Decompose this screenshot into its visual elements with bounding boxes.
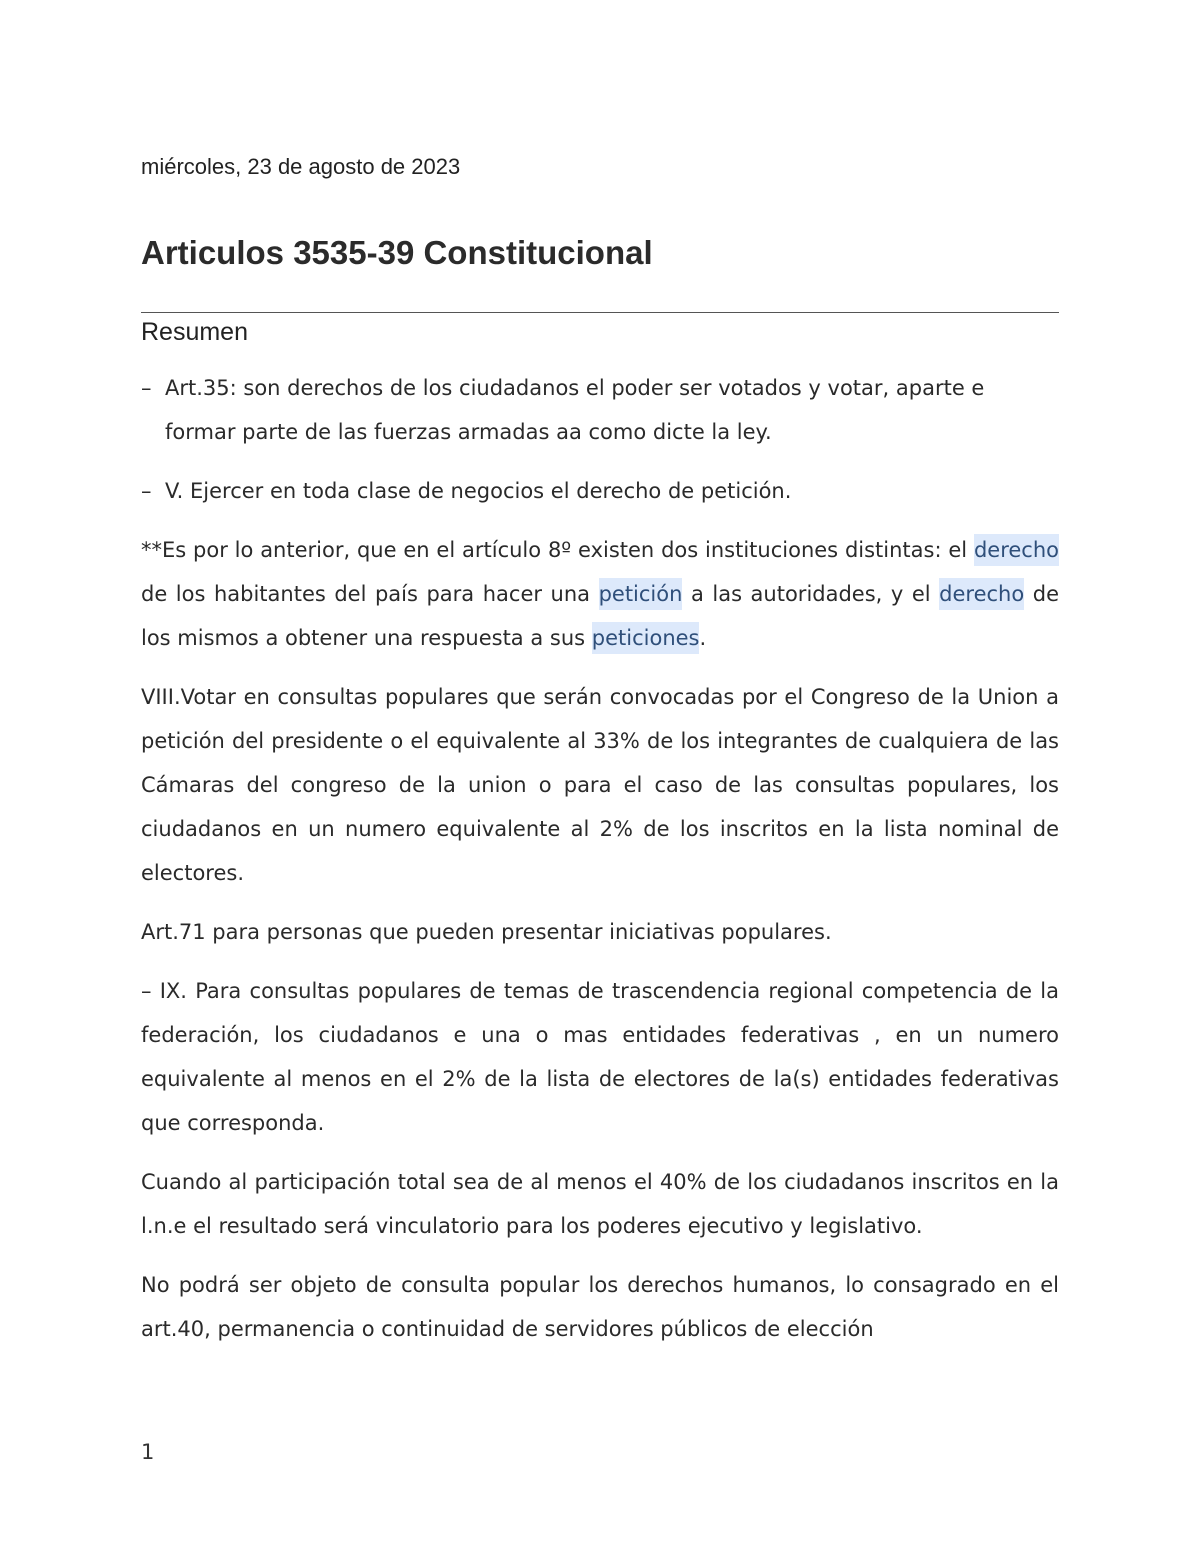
text-run: de los mismos a obtener una respuesta a sus: [141, 582, 1059, 650]
document-body: [141, 366, 1059, 1366]
highlighted-term: peticiones: [592, 622, 700, 654]
dash-marker: –: [141, 376, 152, 400]
list-item: [141, 469, 1059, 513]
list-item: [141, 366, 1059, 454]
paragraph: Cuando al participación total sea de al menos el 40% de los ciudadanos inscritos en la l.n.e el resultado será vinculatorio para los poderes ejecutivo y legislativo.: [141, 1170, 1059, 1238]
highlighted-term: petición: [599, 578, 683, 610]
title-divider: [141, 312, 1059, 313]
page-title: Articulos 3535-39 Constitucional: [141, 234, 653, 271]
document-date: miércoles, 23 de agosto de 2023: [141, 154, 461, 179]
paragraph: No podrá ser objeto de consulta popular los derechos humanos, lo consagrado en el art.40, permanencia o continuidad de servidores públicos de elección: [141, 1273, 1059, 1341]
paragraph: Art.71 para personas que pueden presentar iniciativas populares.: [141, 920, 832, 944]
text-run: .: [699, 626, 707, 650]
text-run: **Es por lo anterior, que en el artículo 8º existen dos instituciones distintas: el: [141, 538, 974, 562]
paragraph: – IX. Para consultas populares de temas de trascendencia regional competencia de la federación, los ciudadanos e una o mas entidades federativas , en un numero equivalente al menos en el 2% de la lista de electores de la(s) entidades federativas que corresponda.: [141, 979, 1059, 1135]
page-number: 1: [141, 1440, 155, 1464]
highlighted-term: derecho: [939, 578, 1024, 610]
list-item-text: Art.35: son derechos de los ciudadanos el poder ser votados y votar, aparte e formar parte de las fuerzas armadas aa como dicte la ley.: [165, 376, 985, 444]
text-run: a las autoridades, y el: [682, 582, 940, 606]
paragraph: VIII.Votar en consultas populares que serán convocadas por el Congreso de la Union a petición del presidente o el equivalente al 33% de los integrantes de cualquiera de las Cámaras del congreso de la union o para el caso de las consultas populares, los ciudadanos en un numero equivalente al 2% de los inscritos en la lista nominal de electores.: [141, 685, 1059, 885]
document-page: [141, 0, 1059, 1553]
highlighted-term: derecho: [974, 534, 1059, 566]
paragraph-peticion: [141, 528, 1059, 660]
section-heading-resumen: Resumen: [141, 318, 248, 346]
list-item-text: V. Ejercer en toda clase de negocios el derecho de petición.: [165, 479, 792, 503]
text-run: de los habitantes del país para hacer una: [141, 582, 599, 606]
dash-marker: –: [141, 479, 152, 503]
